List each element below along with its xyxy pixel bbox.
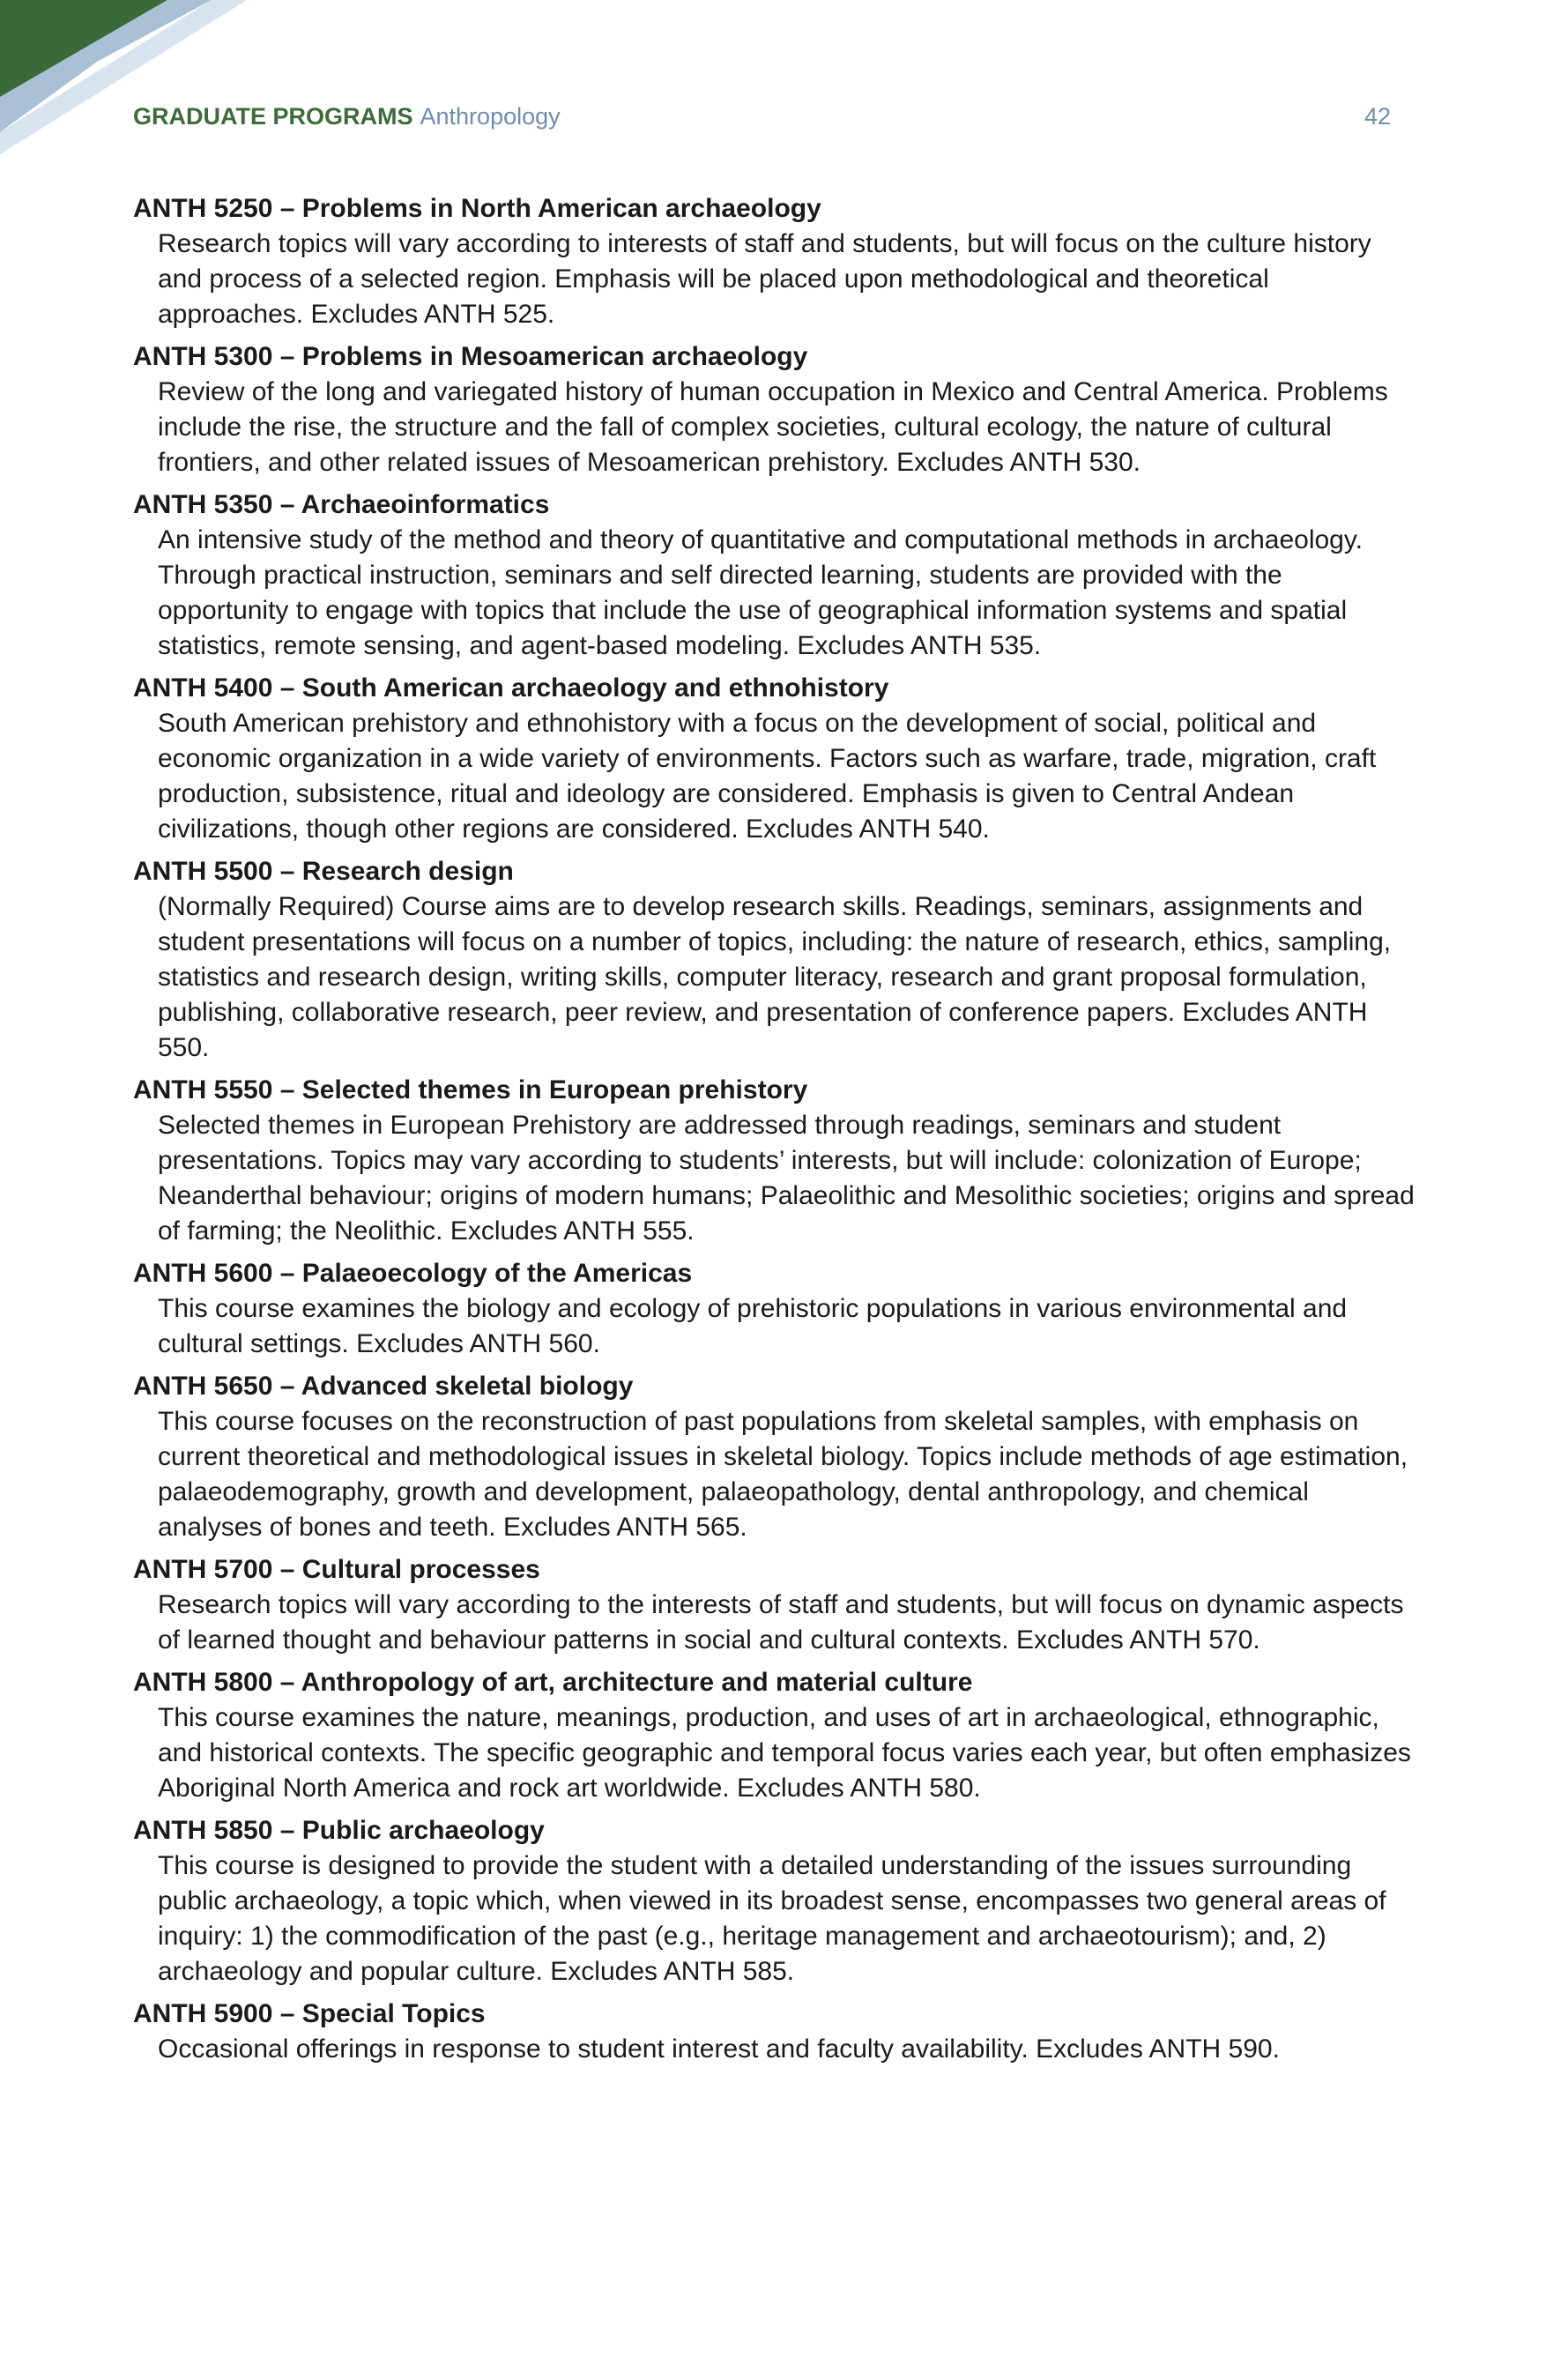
course-title: ANTH 5500 – Research design	[133, 857, 514, 886]
course-description: Research topics will vary according to interests of staff and students, but will focus on the culture history and process of a selected region. Emphasis will be placed upon methodological and theoretical approaches. Excludes ANTH 525.	[158, 229, 1371, 329]
course-description: Research topics will vary according to the interests of staff and students, but will focus on dynamic aspects of learned thought and behaviour patterns in social and cultural contexts. Excludes ANTH 570.	[158, 1590, 1404, 1655]
course-description: An intensive study of the method and theory of quantitative and computational methods in archaeology. Through practical instruction, seminars and self directed learning, students are provided with the opportunity to engage with topics that include the use of geographical information systems and spatial statistics, remote sensing, and agent-based modeling. Excludes ANTH 535.	[158, 525, 1363, 660]
course-entry	[133, 854, 1420, 1066]
course-title: ANTH 5250 – Problems in North American archaeology	[133, 194, 821, 223]
course-title: ANTH 5600 – Palaeoecology of the Americas	[133, 1259, 693, 1288]
course-entry	[133, 1665, 1420, 1806]
course-title: ANTH 5650 – Advanced skeletal biology	[133, 1372, 634, 1401]
course-title: ANTH 5800 – Anthropology of art, architecture and material culture	[133, 1668, 973, 1697]
course-title: ANTH 5900 – Special Topics	[133, 1999, 486, 2028]
course-entry	[133, 1813, 1420, 1990]
course-entry	[133, 339, 1420, 480]
course-description: South American prehistory and ethnohistory with a focus on the development of social, political and economic organization in a wide variety of environments. Factors such as warfare, trade, migration, craft production, subsistence, ritual and ideology are considered. Emphasis is given to Central Andean civilizations, though other regions are considered. Excludes ANTH 540.	[158, 709, 1377, 844]
running-header	[133, 99, 1391, 134]
course-entry	[133, 191, 1420, 332]
course-description: (Normally Required) Course aims are to develop research skills. Readings, seminars, assignments and student presentations will focus on a number of topics, including: the nature of research, ethics, sampling, statistics and research design, writing skills, computer literacy, research and grant proposal formulation, publishing, collaborative research, peer review, and presentation of conference papers. Excludes ANTH 550.	[158, 892, 1392, 1062]
course-entry	[133, 1552, 1420, 1658]
course-title: ANTH 5550 – Selected themes in European prehistory	[133, 1075, 808, 1104]
section-label: GRADUATE PROGRAMS	[133, 103, 413, 130]
course-description: This course examines the biology and ecology of prehistoric populations in various environmental and cultural settings. Excludes ANTH 560.	[158, 1294, 1348, 1358]
corner-decoration	[0, 0, 247, 159]
course-entry	[133, 1369, 1420, 1545]
course-entry	[133, 487, 1420, 664]
course-list	[133, 191, 1420, 2074]
course-title: ANTH 5850 – Public archaeology	[133, 1816, 545, 1845]
course-title: ANTH 5400 – South American archaeology and ethnohistory	[133, 673, 889, 703]
course-description: Occasional offerings in response to student interest and faculty availability. Excludes ANTH 590.	[158, 2034, 1280, 2064]
course-description: This course is designed to provide the student with a detailed understanding of the issues surrounding public archaeology, a topic which, when viewed in its broadest sense, encompasses two general areas of inquiry: 1) the commodification of the past (e.g., heritage management and archaeotourism); and, 2) archaeology and popular culture. Excludes ANTH 585.	[158, 1851, 1386, 1986]
course-entry	[133, 1073, 1420, 1249]
course-description: Selected themes in European Prehistory are addressed through readings, seminars and student presentations. Topics may vary according to students’ interests, but will include: colonization of Europe; Neanderthal behaviour; origins of modern humans; Palaeolithic and Mesolithic societies; origins and spread of farming; the Neolithic. Excludes ANTH 555.	[158, 1111, 1415, 1246]
course-description: Review of the long and variegated history of human occupation in Mexico and Central America. Problems include the rise, the structure and the fall of complex societies, cultural ecology, the nature of cultural frontiers, and other related issues of Mesoamerican prehistory. Excludes ANTH 530.	[158, 377, 1388, 477]
course-description: This course focuses on the reconstruction of past populations from skeletal samples, with emphasis on current theoretical and methodological issues in skeletal biology. Topics include methods of age estimation, palaeodemography, growth and development, palaeopathology, dental anthropology, and chemical analyses of bones and teeth. Excludes ANTH 565.	[158, 1407, 1408, 1542]
subject-label: Anthropology	[420, 103, 561, 130]
course-title: ANTH 5350 – Archaeoinformatics	[133, 490, 550, 519]
course-entry	[133, 1997, 1420, 2067]
course-entry	[133, 671, 1420, 847]
course-title: ANTH 5700 – Cultural processes	[133, 1555, 540, 1584]
course-entry	[133, 1256, 1420, 1362]
course-title: ANTH 5300 – Problems in Mesoamerican archaeology	[133, 342, 808, 371]
course-description: This course examines the nature, meanings, production, and uses of art in archaeological, ethnographic, and historical contexts. The specific geographic and temporal focus varies each year, but often emphasizes Aboriginal North America and rock art worldwide. Excludes ANTH 580.	[158, 1703, 1411, 1803]
page-number: 42	[1364, 103, 1391, 130]
